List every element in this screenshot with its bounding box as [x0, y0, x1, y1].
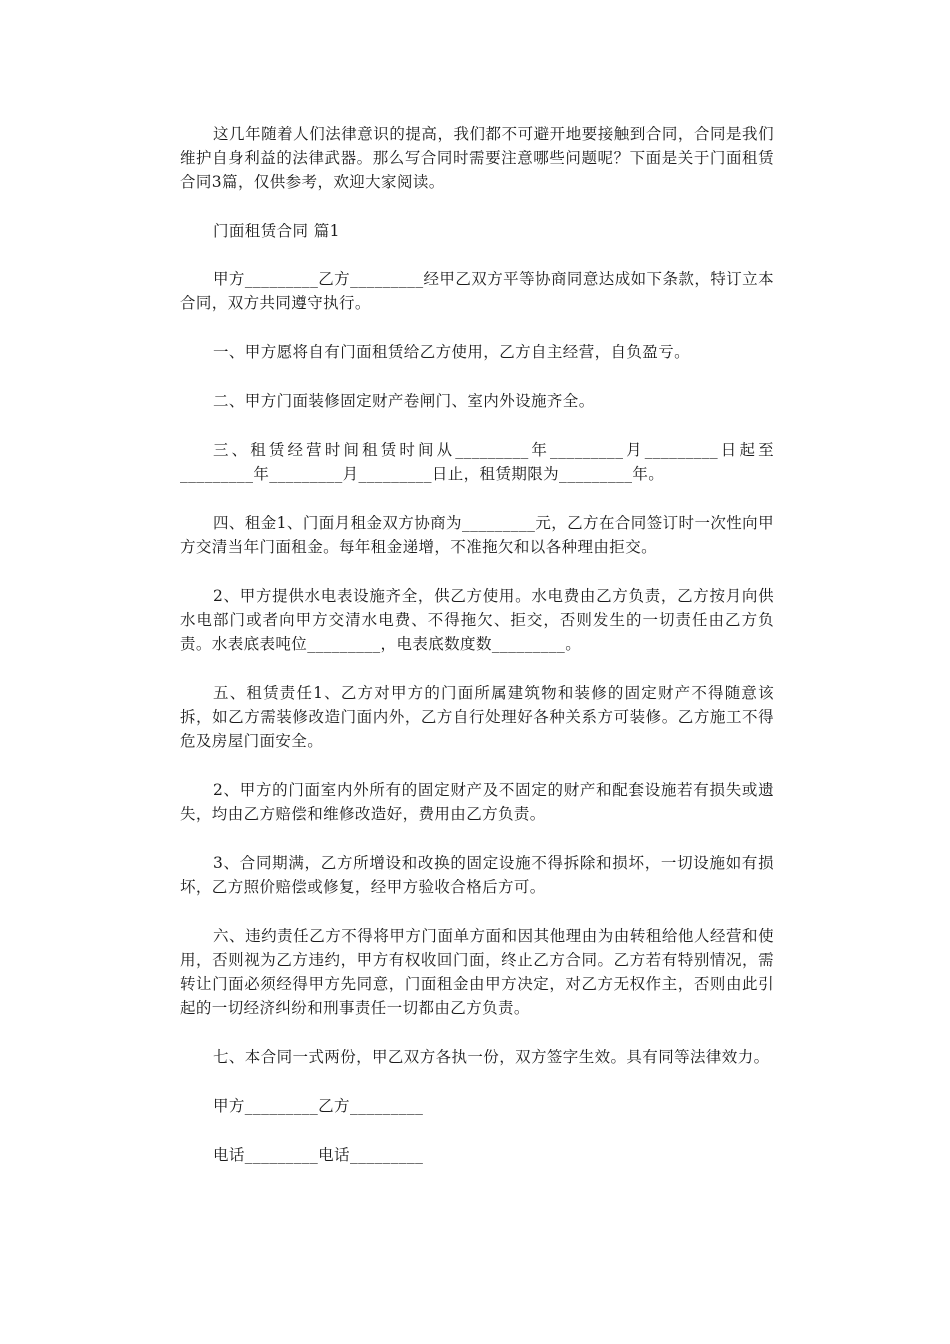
document-body: [180, 122, 774, 1192]
clause-6: 六、违约责任乙方不得将甲方门面单方面和因其他理由为由转租给他人经营和使用，否则视为乙方违约，甲方有权收回门面，终止乙方合同。乙方若有特别情况，需转让门面必须经得甲方先同意，门面租金由甲方决定，对乙方无权作主，否则由此引起的一切经济纠纷和刑事责任一切都由乙方负责。: [180, 927, 774, 1017]
signature-line: 甲方_________乙方_________: [213, 1097, 424, 1115]
phone-line: 电话_________电话_________: [213, 1146, 424, 1164]
clause-7: 七、本合同一式两份，甲乙双方各执一份，双方签字生效。具有同等法律效力。: [213, 1048, 770, 1066]
clause-5: 五、租赁责任1、乙方对甲方的门面所属建筑物和装修的固定财产不得随意该拆，如乙方需装修改造门面内外，乙方自行处理好各种关系方可装修。乙方施工不得危及房屋门面安全。: [180, 684, 774, 750]
intro-paragraph: 这几年随着人们法律意识的提高，我们都不可避开地要接触到合同，合同是我们维护自身利益的法律武器。那么写合同时需要注意哪些问题呢？下面是关于门面租赁合同3篇，仅供参考，欢迎大家阅读。: [180, 125, 774, 191]
clause-5-item-3: 3、合同期满，乙方所增设和改换的固定设施不得拆除和损坏，一切设施如有损坏，乙方照价赔偿或修复，经甲方验收合格后方可。: [180, 854, 774, 896]
clause-4-item-2: 2、甲方提供水电表设施齐全，供乙方使用。水电费由乙方负责，乙方按月向供水电部门或者向甲方交清水电费、不得拖欠、拒交，否则发生的一切责任由乙方负责。水表底表吨位_________，电表底数度数_________。: [180, 587, 774, 653]
clause-4: 四、租金1、门面月租金双方协商为_________元，乙方在合同签订时一次性向甲方交清当年门面租金。每年租金递增，不准拖欠和以各种理由拒交。: [180, 514, 774, 556]
parties-paragraph: 甲方_________乙方_________经甲乙双方平等协商同意达成如下条款，特订立本合同，双方共同遵守执行。: [180, 270, 774, 312]
contract-title: 门面租赁合同 篇1: [213, 222, 340, 240]
clause-5-item-2: 2、甲方的门面室内外所有的固定财产及不固定的财产和配套设施若有损失或遗失，均由乙方赔偿和维修改造好，费用由乙方负责。: [180, 781, 774, 823]
clause-1: 一、甲方愿将自有门面租赁给乙方使用，乙方自主经营，自负盈亏。: [213, 343, 691, 361]
clause-2: 二、甲方门面装修固定财产卷闸门、室内外设施齐全。: [213, 392, 595, 410]
clause-3: 三、租赁经营时间租赁时间从_________年_________月_________日起至_________年_________月_________日止，租赁期限为_________年。: [180, 441, 774, 483]
